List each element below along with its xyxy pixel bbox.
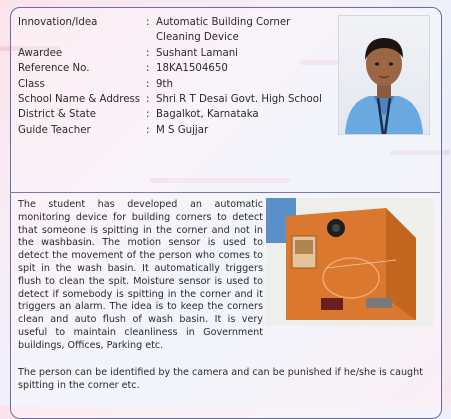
info-value: 18KA1504650: [156, 63, 228, 75]
awardee-photo: [338, 15, 430, 135]
info-label: Guide Teacher: [18, 124, 91, 136]
info-colon: :: [146, 109, 150, 121]
info-row-guide: [18, 123, 338, 138]
device-photo: [266, 198, 433, 326]
project-description-note: The person can be identified by the camera and can be punished if he/she is caught spitting in the corner etc.: [18, 367, 423, 391]
project-description: The student has developed an automatic monitoring device for building corners to detect that someone is spitting in the corner and not in the washbasin. The motion sensor is used to detect the movement of the person who comes to spit in the wash basin. It automatically triggers flush to clean the spit. Moisture sensor is used to detect if somebody is spitting in the corner and it triggers an alarm. The idea is to keep the corners clean and auto flush of wash basin. It is very useful to maintain cleanliness in Government buildings, Offices, Parking etc.: [18, 199, 263, 351]
info-value: 9th: [156, 78, 173, 90]
info-colon: :: [146, 17, 150, 28]
info-label: District & State: [18, 109, 96, 121]
section-divider: [10, 192, 440, 193]
info-value: Sushant Lamani: [156, 47, 238, 59]
info-colon: :: [146, 78, 150, 90]
info-colon: :: [146, 47, 150, 59]
info-value: Bagalkot, Karnataka: [156, 109, 259, 121]
device-illustration: [266, 198, 433, 326]
info-label: Innovation/Idea: [18, 17, 98, 28]
info-row-awardee: [18, 46, 338, 61]
awardee-info-table: [18, 15, 338, 138]
info-row-school: [18, 92, 338, 107]
info-value: M S Gujjar: [156, 124, 209, 136]
info-label: School Name & Address: [18, 94, 141, 106]
info-label: Reference No.: [18, 63, 90, 75]
info-value: Shri R T Desai Govt. High School: [156, 94, 322, 106]
info-colon: :: [146, 63, 150, 75]
info-row-reference: [18, 61, 338, 76]
info-colon: :: [146, 124, 150, 136]
info-label: Awardee: [18, 47, 63, 59]
info-colon: :: [146, 94, 150, 106]
info-label: Class: [18, 78, 45, 90]
info-row-district: [18, 107, 338, 122]
info-row-class: [18, 77, 338, 92]
portrait-illustration: [339, 16, 429, 134]
info-row-innovation: [18, 15, 338, 46]
info-value: Automatic Building Corner Cleaning Device: [156, 17, 291, 44]
